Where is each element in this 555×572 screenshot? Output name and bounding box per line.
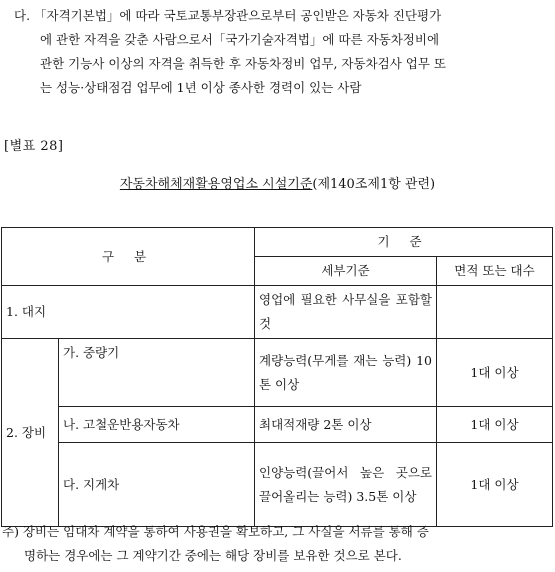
equipment-item-qty: 1대 이상 [437, 407, 553, 443]
paragraph-line: 관한 기능사 이상의 자격을 취득한 후 자동차정비 업무, 자동차검사 업무 또 [40, 56, 446, 71]
equipment-item-qty: 1대 이상 [437, 443, 553, 527]
table-row [2, 286, 553, 339]
table-header-row [2, 228, 553, 257]
annex-label: [별표 28] [4, 139, 64, 154]
table-row [2, 443, 553, 527]
header-category: 구 분 [2, 228, 255, 286]
header-area: 면적 또는 대수 [437, 257, 553, 286]
footnote-line: 명하는 경우에는 그 계약기간 중에는 해당 장비를 보유한 것으로 본다. [24, 548, 402, 563]
facility-standards-table [1, 227, 553, 527]
paragraph-line: 는 성능·상태점검 업무에 1년 이상 종사한 경력이 있는 사람 [40, 80, 362, 95]
title-reference: (제140조제1항 관련) [312, 177, 436, 192]
equipment-item-detail: 계량능력(무게를 재는 능력) 10톤 이상 [255, 339, 437, 407]
title-main: 자동차해체재활용영업소 시설기준 [119, 177, 313, 192]
equipment-item-name: 다. 지게차 [59, 443, 255, 527]
table-row [2, 339, 553, 407]
site-area [437, 286, 553, 339]
header-criteria: 기 준 [255, 228, 553, 257]
site-detail: 영업에 필요한 사무실을 포함할 것 [255, 286, 437, 339]
equipment-item-name: 나. 고철운반용자동차 [59, 407, 255, 443]
footnote-line: 주) 장비는 임대차 계약을 통하여 사용권을 확보하고, 그 사실을 서류를 통해 증 [2, 524, 429, 539]
table-row [2, 407, 553, 443]
equipment-item-qty: 1대 이상 [437, 339, 553, 407]
paragraph-line: 에 관한 자격을 갖춘 사람으로서「국가기술자격법」에 따른 자동차정비에 [40, 32, 440, 47]
equipment-item-name: 가. 중량기 [59, 339, 255, 407]
document-title [0, 173, 555, 192]
paragraph-line: 다. 「자격기본법」에 따라 국토교통부장관으로부터 공인받은 자동차 진단평가 [14, 8, 442, 23]
equipment-label: 2. 장비 [2, 339, 59, 527]
footnote [2, 520, 552, 568]
equipment-item-detail: 인양능력(끌어서 높은 곳으로 끌어올리는 능력) 3.5톤 이상 [255, 443, 437, 527]
header-detail: 세부기준 [255, 257, 437, 286]
equipment-item-detail: 최대적재량 2톤 이상 [255, 407, 437, 443]
intro-paragraph [14, 4, 550, 100]
site-label: 1. 대지 [2, 286, 255, 339]
